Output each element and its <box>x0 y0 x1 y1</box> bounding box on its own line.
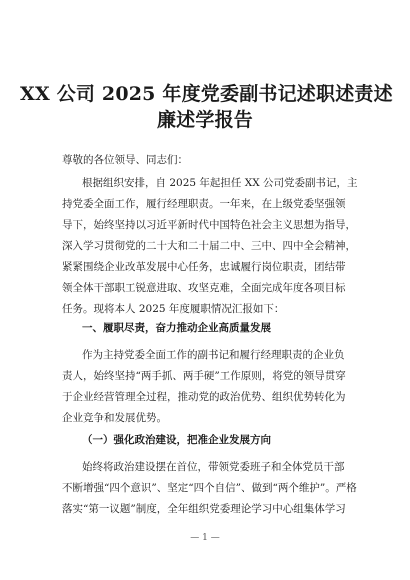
subsection1-line-1: 始终将政治建设摆在首位，带领党委班子和全体党员干部 <box>82 461 345 473</box>
subsection1-line-2: 不断增强“四个意识”、坚定“四个自信”、做到“两个维护”。严格 <box>62 482 357 494</box>
intro-line-6: 领全体干部职工锐意进取、攻坚克难，全面完成年度各项目标 <box>62 282 346 294</box>
page-number: — 1 — <box>190 533 220 543</box>
intro-line-4: 深入学习贯彻党的二十大和二十届二中、三中、四中全会精神， <box>62 240 356 252</box>
section1-line-3: 于企业经营管理全过程，推动党的政治优势、组织优势转化为 <box>62 391 346 403</box>
subsection1-line-3: 落实“第一议题”制度，全年组织党委理论学习中心组集体学习 <box>62 503 346 515</box>
intro-line-3: 导下，始终坚持以习近平新时代中国特色社会主义思想为指导， <box>62 219 356 231</box>
section1-line-2: 责人，始终坚持“两手抓、两手硬”工作原则，将党的领导贯穿 <box>62 370 346 382</box>
intro-line-7: 任务。现将本人 2025 年度履职情况汇报如下： <box>62 303 285 315</box>
intro-line-1: 根据组织安排，自 2025 年起担任 XX 公司党委副书记，主 <box>82 177 358 189</box>
intro-line-2: 持党委全面工作，履行经理职责。一年来，在上级党委坚强领 <box>62 198 346 210</box>
intro-line-5: 紧紧围绕企业改革发展中心任务，忠诚履行岗位职责，团结带 <box>62 261 346 273</box>
document-title-line-1: XX 公司 2025 年度党委副书记述职述责述 <box>20 83 393 105</box>
salutation: 尊敬的各位领导、同志们： <box>62 154 188 166</box>
subsection-heading-1: （一）强化政治建设，把准企业发展方向 <box>82 434 271 446</box>
section-heading-1: 一、履职尽责，奋力推动企业高质量发展 <box>82 322 271 334</box>
document-title-line-2: 廉述学报告 <box>156 109 253 131</box>
section1-line-1: 作为主持党委全面工作的副书记和履行经理职责的企业负 <box>82 349 345 361</box>
section1-line-4: 企业竞争和发展优势。 <box>62 412 167 424</box>
